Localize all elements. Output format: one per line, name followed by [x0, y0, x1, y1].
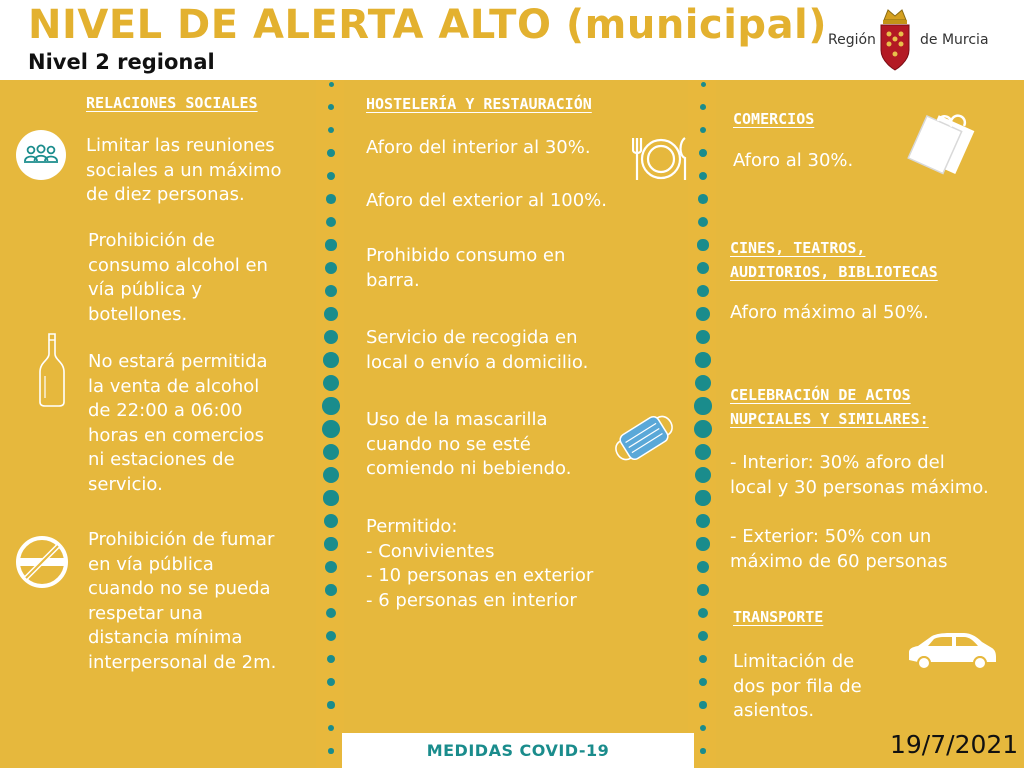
separator-dot	[700, 104, 706, 110]
heading-transporte: TRANSPORTE	[733, 608, 824, 626]
separator-dot	[695, 467, 711, 483]
separator-dot	[700, 127, 707, 134]
shops-capacity-text: Aforo al 30%.	[733, 150, 854, 171]
separator-dot	[699, 149, 707, 157]
separator-dot	[699, 172, 708, 181]
separator-dot	[327, 701, 334, 708]
separator-dot	[698, 631, 708, 641]
wedding-outdoor-text: - Exterior: 50% con un máximo de 60 personas	[730, 526, 948, 572]
publication-date: 19/7/2021	[890, 730, 1019, 759]
smoking-text: Prohibición de fumar en vía pública cuando no se pueda respetar una distancia mínima interpersonal de 2m.	[88, 529, 277, 673]
separator-dot	[697, 584, 709, 596]
separator-dot	[322, 420, 340, 438]
separator-dot	[324, 307, 338, 321]
separator-dot	[697, 561, 709, 573]
page-title: NIVEL DE ALERTA ALTO (municipal)	[28, 2, 828, 48]
separator-dot	[695, 375, 711, 391]
separator-dot	[328, 104, 334, 110]
social-gatherings-text: Limitar las reuniones sociales a un máximo de diez personas.	[86, 135, 282, 205]
people-group-icon	[14, 128, 68, 182]
separator-dot	[700, 725, 706, 731]
bottle-icon	[34, 332, 70, 408]
separator-dot	[694, 397, 711, 414]
heading-cines-2: AUDITORIOS, BIBLIOTECAS	[730, 263, 938, 281]
heading-comercios: COMERCIOS	[733, 110, 815, 128]
transport-text: Limitación de dos por fila de asientos.	[733, 651, 862, 721]
separator-dot	[699, 655, 708, 664]
region-logo	[826, 6, 996, 76]
separator-dot	[323, 444, 340, 461]
separator-dot	[328, 725, 334, 731]
separator-dot	[328, 748, 333, 753]
allowed-groups-text: Permitido: - Convivientes - 10 personas en exterior - 6 personas en interior	[366, 516, 594, 611]
heading-cines-1: CINES, TEATROS,	[730, 239, 866, 257]
separator-dot	[326, 608, 337, 619]
separator-dot	[699, 678, 707, 686]
separator-dot	[695, 352, 711, 368]
takeaway-text: Servicio de recogida en local o envío a domicilio.	[366, 327, 589, 373]
separator-dot	[327, 655, 336, 664]
separator-dot	[323, 490, 338, 505]
car-icon	[906, 630, 998, 674]
separator-dot	[700, 748, 705, 753]
page-subtitle: Nivel 2 regional	[28, 50, 215, 74]
separator-dot	[326, 217, 336, 227]
separator-dot	[325, 584, 337, 596]
wedding-indoor-text: - Interior: 30% aforo del local y 30 personas máximo.	[730, 452, 989, 498]
separator-dot	[323, 352, 339, 368]
separator-dot	[328, 127, 335, 134]
separator-dot	[696, 537, 709, 550]
separator-dot	[694, 420, 712, 438]
separator-dot	[322, 397, 339, 414]
outdoor-capacity-text: Aforo del exterior al 100%.	[366, 190, 607, 211]
separator-dot	[701, 82, 706, 87]
mask-text: Uso de la mascarilla cuando no se esté comiendo ni bebiendo.	[366, 409, 572, 479]
cinemas-capacity-text: Aforo máximo al 50%.	[730, 302, 929, 323]
heading-celebraciones-1: CELEBRACIÓN DE ACTOS	[730, 386, 911, 404]
separator-dot	[324, 330, 339, 345]
separator-dot	[698, 194, 707, 203]
separator-dot	[697, 285, 710, 298]
coat-of-arms-icon	[876, 6, 914, 72]
indoor-capacity-text: Aforo del interior al 30%.	[366, 137, 591, 158]
alcohol-sale-text: No estará permitida la venta de alcohol de 22:00 a 06:00 horas en comercios ni estaciones de servicio.	[88, 351, 268, 495]
shopping-bags-icon	[906, 106, 986, 178]
separator-dot	[696, 514, 710, 528]
separator-dot	[324, 537, 337, 550]
separator-dot	[695, 490, 710, 505]
alcohol-street-text: Prohibición de consumo alcohol en vía pública y botellones.	[88, 230, 268, 325]
heading-relaciones-sociales: RELACIONES SOCIALES	[86, 94, 258, 112]
heading-celebraciones-2: NUPCIALES Y SIMILARES:	[730, 410, 929, 428]
separator-dot	[697, 239, 708, 250]
separator-dot	[323, 375, 339, 391]
separator-dot	[695, 444, 712, 461]
separator-dot	[326, 631, 336, 641]
header	[0, 0, 1024, 80]
separator-dot	[327, 149, 335, 157]
heading-hosteleria: HOSTELERÍA Y RESTAURACIÓN	[366, 95, 592, 113]
separator-dot	[326, 194, 335, 203]
separator-dot	[327, 172, 336, 181]
separator-dot	[325, 561, 337, 573]
separator-dot	[325, 239, 336, 250]
separator-dot	[698, 608, 709, 619]
logo-text-left: Región	[828, 32, 876, 48]
separator-dot	[325, 262, 337, 274]
separator-dot	[696, 330, 711, 345]
separator-dot	[327, 678, 335, 686]
separator-dot	[323, 467, 339, 483]
bar-consumption-text: Prohibido consumo en barra.	[366, 245, 566, 291]
separator-dot	[325, 285, 338, 298]
separator-dot	[324, 514, 338, 528]
no-smoking-icon	[14, 534, 70, 590]
plate-cutlery-icon	[632, 134, 690, 184]
logo-text-right: de Murcia	[920, 32, 989, 48]
separator-dot	[699, 701, 706, 708]
footer-label: MEDIDAS COVID-19	[426, 741, 610, 760]
face-mask-icon	[606, 408, 682, 468]
separator-dot	[329, 82, 334, 87]
footer-banner	[342, 733, 694, 768]
separator-dot	[697, 262, 709, 274]
separator-dot	[698, 217, 708, 227]
separator-dot	[696, 307, 710, 321]
